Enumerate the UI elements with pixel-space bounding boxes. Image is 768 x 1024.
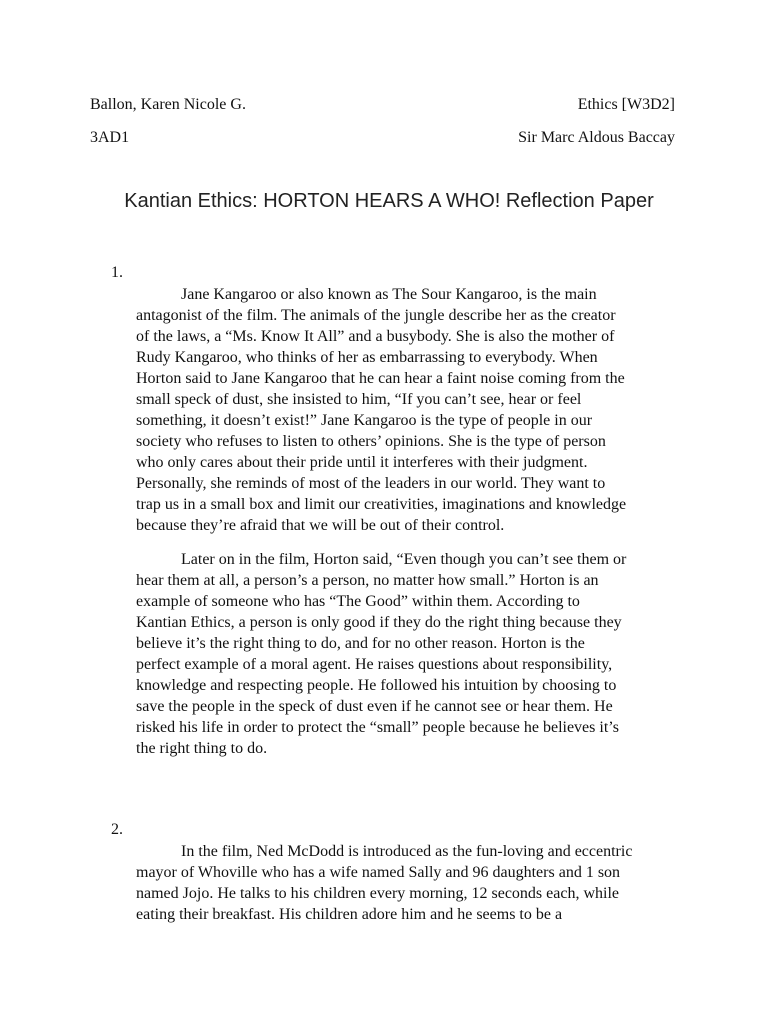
text-line: who only cares about their pride until it interferes with their judgment. — [136, 454, 588, 471]
item-number-1: 1. — [111, 264, 123, 281]
text-line: Jane Kangaroo or also known as The Sour Kangaroo, is the main — [181, 286, 597, 303]
text-line: of the laws, a “Ms. Know It All” and a busybody. She is also the mother of — [136, 328, 615, 345]
paragraph-3 — [136, 841, 682, 925]
text-line: trap us in a small box and limit our creativities, imaginations and knowledge — [136, 496, 627, 513]
paragraph-1 — [136, 284, 682, 536]
text-line: In the film, Ned McDodd is introduced as the fun-loving and eccentric — [181, 843, 633, 860]
text-line: risked his life in order to protect the “small” people because he believes it’s — [136, 719, 619, 736]
text-line: Personally, she reminds of most of the leaders in our world. They want to — [136, 475, 606, 492]
paragraph-2 — [136, 549, 682, 759]
text-line: because they’re afraid that we will be out of their control. — [136, 517, 505, 534]
author-name: Ballon, Karen Nicole G. — [90, 96, 246, 113]
text-line: named Jojo. He talks to his children every morning, 12 seconds each, while — [136, 885, 619, 902]
text-line: believe it’s the right thing to do, and for no other reason. Horton is the — [136, 635, 585, 652]
course-code: Ethics [W3D2] — [577, 96, 675, 113]
text-line: something, it doesn’t exist!” Jane Kangaroo is the type of people in our — [136, 412, 593, 429]
instructor-name: Sir Marc Aldous Baccay — [518, 129, 675, 146]
text-line: Kantian Ethics, a person is only good if they do the right thing because they — [136, 614, 622, 631]
text-line: perfect example of a moral agent. He raises questions about responsibility, — [136, 656, 613, 673]
text-line: hear them at all, a person’s a person, no matter how small.” Horton is an — [136, 572, 599, 589]
text-line: society who refuses to listen to others’ opinions. She is the type of person — [136, 433, 606, 450]
paper-title: Kantian Ethics: HORTON HEARS A WHO! Reflection Paper — [124, 190, 654, 212]
text-line: eating their breakfast. His children adore him and he seems to be a — [136, 906, 563, 923]
text-line: knowledge and respecting people. He followed his intuition by choosing to — [136, 677, 617, 694]
text-line: mayor of Whoville who has a wife named Sally and 96 daughters and 1 son — [136, 864, 621, 881]
text-line: the right thing to do. — [136, 740, 268, 757]
text-line: Later on in the film, Horton said, “Even though you can’t see them or — [181, 551, 627, 568]
text-line: example of someone who has “The Good” within them. According to — [136, 593, 580, 610]
text-line: Horton said to Jane Kangaroo that he can hear a faint noise coming from the — [136, 370, 625, 387]
text-line: antagonist of the film. The animals of the jungle describe her as the creator — [136, 307, 616, 324]
text-line: Rudy Kangaroo, who thinks of her as embarrassing to everybody. When — [136, 349, 598, 366]
item-number-2: 2. — [111, 821, 123, 838]
section-code: 3AD1 — [90, 129, 130, 146]
text-line: save the people in the speck of dust even if he cannot see or hear them. He — [136, 698, 613, 715]
text-line: small speck of dust, she insisted to him, “If you can’t see, hear or feel — [136, 391, 582, 408]
